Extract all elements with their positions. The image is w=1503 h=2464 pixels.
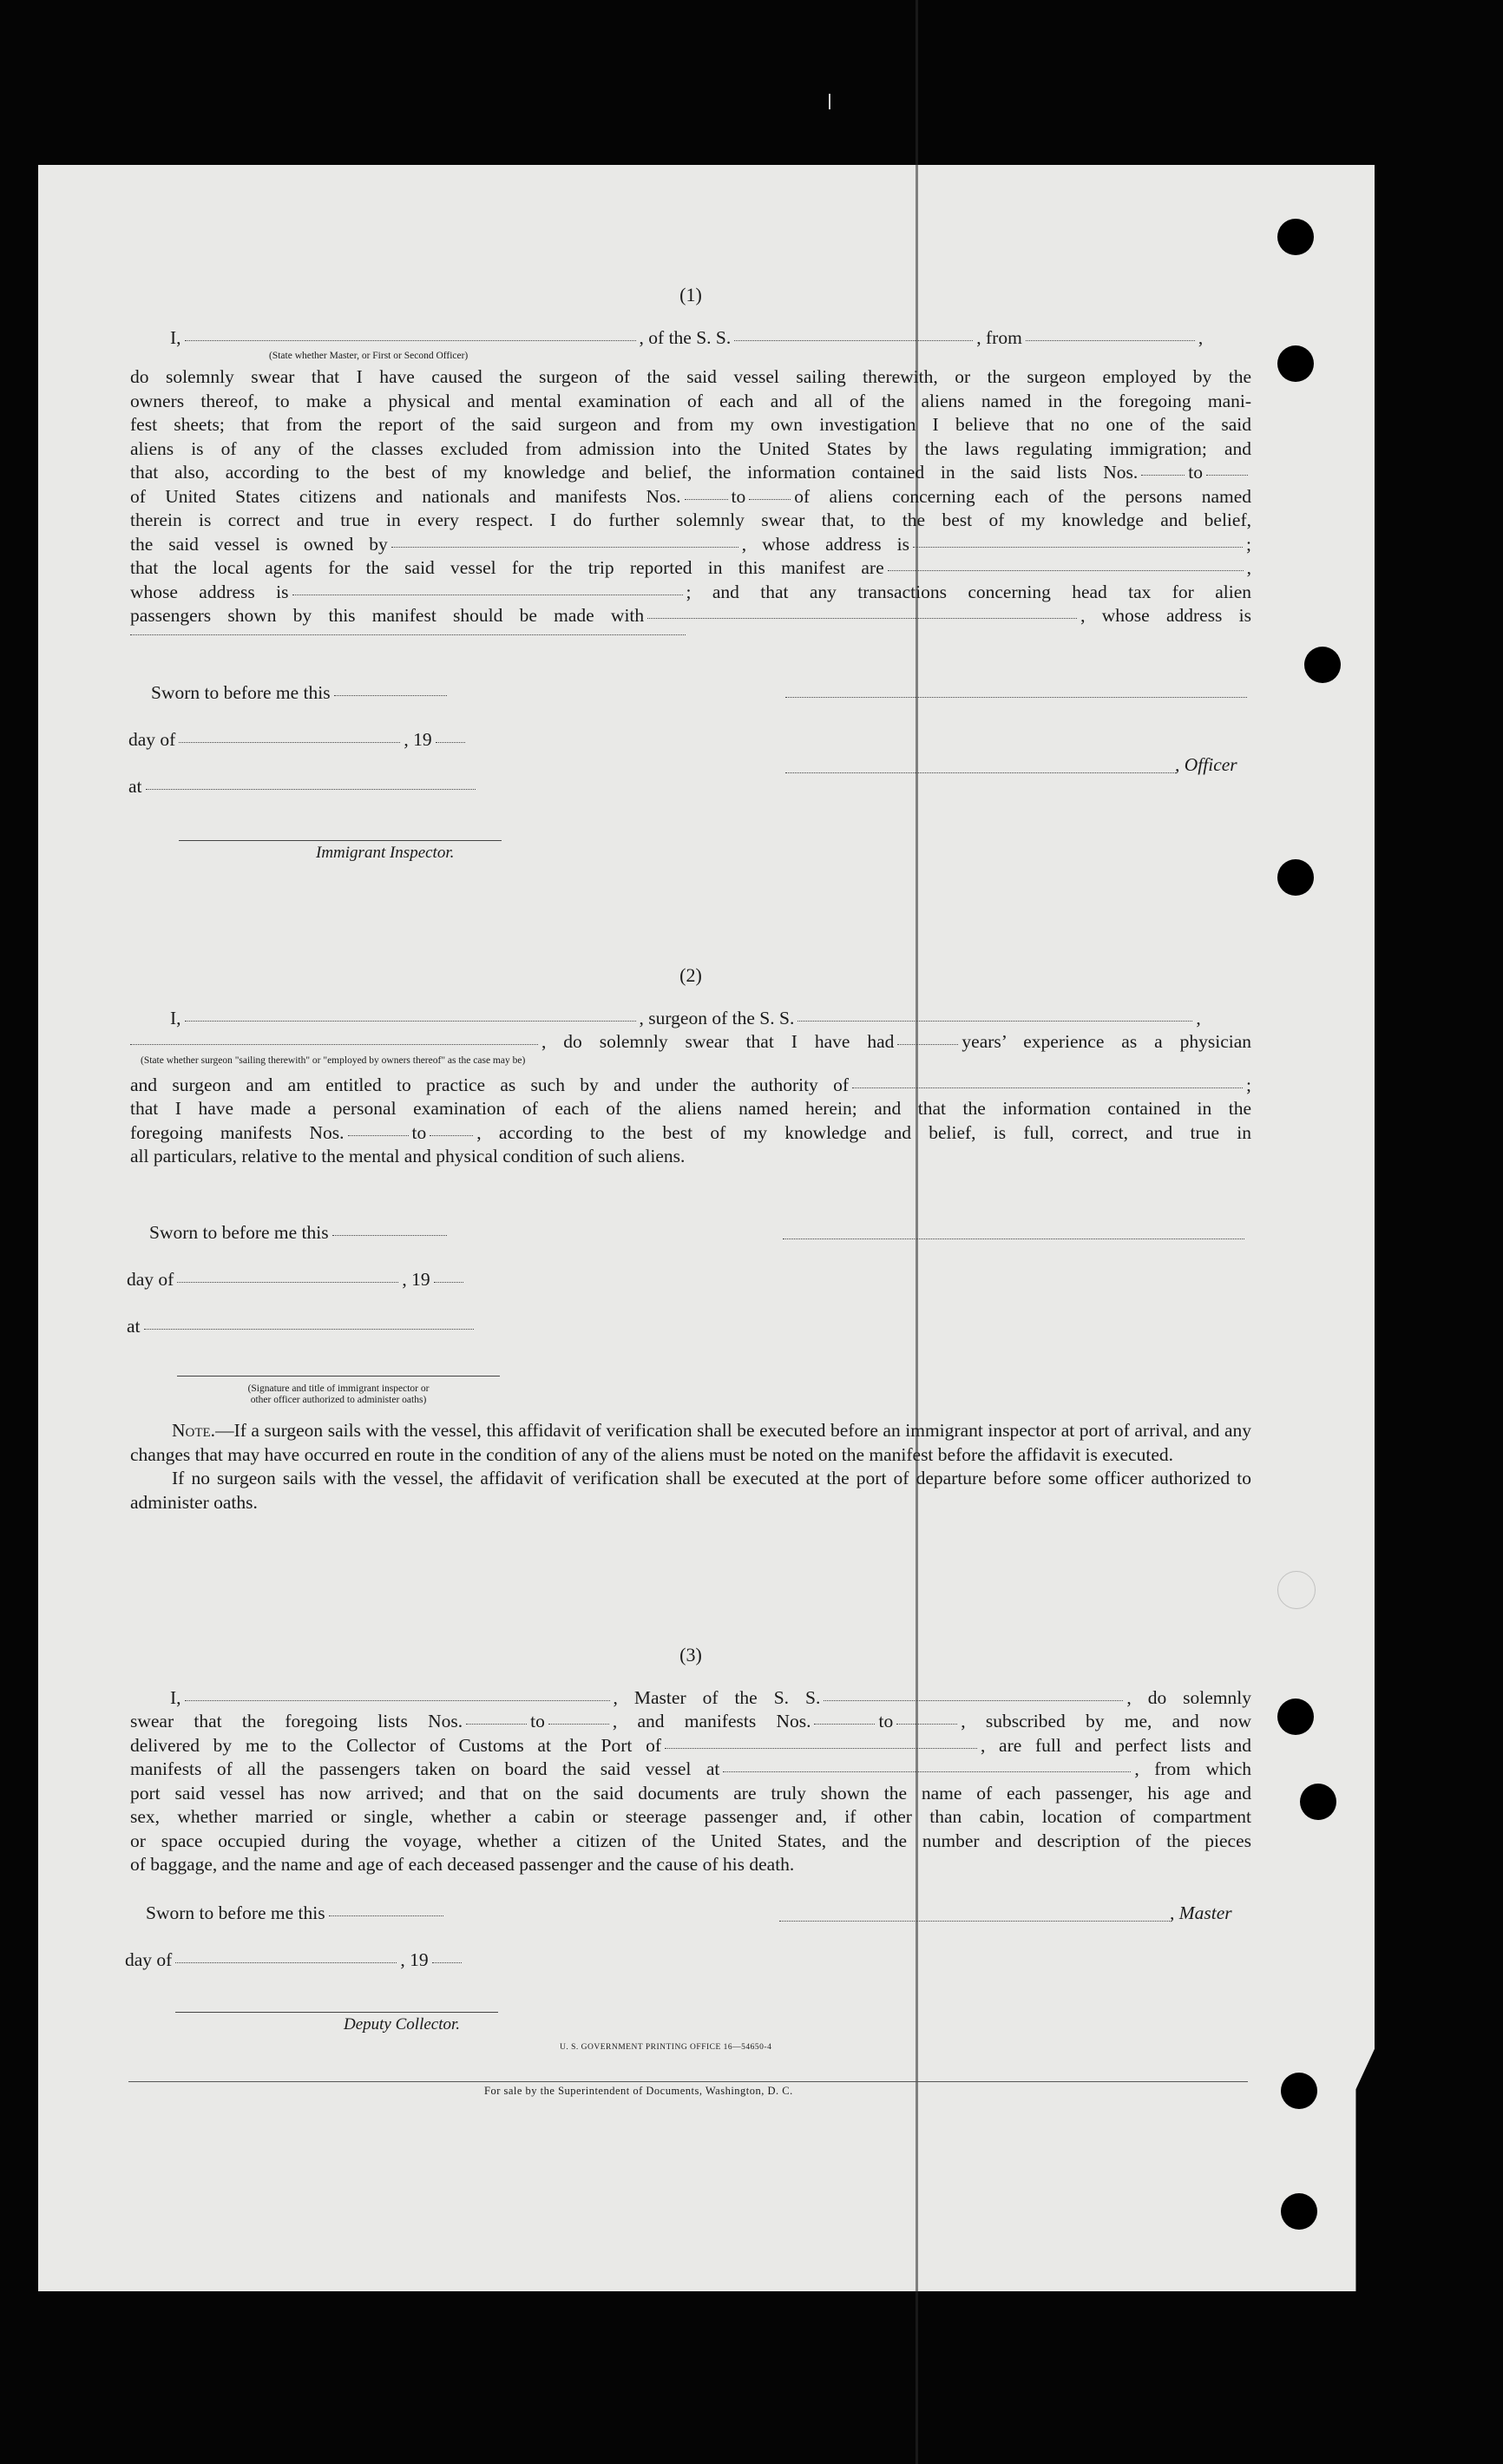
punch-hole [1304, 647, 1341, 683]
body-line: sex, whether married or single, whether a cabin or steerage passenger and, if other than cabin, location of compartment [130, 1806, 1251, 1827]
inspector-title: Immigrant Inspector. [316, 844, 455, 862]
year-field[interactable] [434, 1281, 463, 1283]
punch-hole [1277, 859, 1314, 896]
officer-rank-note: (State whether Master, or First or Second Officer) [269, 351, 469, 361]
agents-field[interactable] [888, 569, 1244, 571]
master-line: I, , Master of the S. S. , do solemnly [170, 1686, 1251, 1708]
port-field[interactable] [665, 1747, 977, 1749]
manifests-from-field[interactable] [685, 498, 728, 500]
vessel-name-field[interactable] [734, 339, 973, 341]
body-line: aliens is of any of the classes excluded from admission into the United States by the laws regulating immigration; and [130, 437, 1251, 459]
place-field[interactable] [146, 788, 476, 790]
officer-name-field[interactable] [185, 339, 636, 341]
lists-to-field[interactable] [548, 1723, 609, 1725]
gpo-imprint: U. S. GOVERNMENT PRINTING OFFICE 16—54650-4 [560, 2043, 772, 2052]
sworn-date-field[interactable] [329, 1915, 443, 1916]
lists-line: swear that the foregoing lists Nos. to , and manifests Nos. to , subscribed by me, and now [130, 1711, 1252, 1731]
place-field[interactable] [144, 1328, 474, 1330]
affidavit-collector-section [130, 1643, 1251, 1877]
owner-line: the said vessel is owned by , whose address is ; [130, 533, 1251, 555]
body-line: do solemnly swear that I have caused the surgeon of the said vessel sailing therewith, or the surgeon employed by the [130, 366, 1251, 387]
years-field[interactable] [897, 1043, 958, 1045]
day-line: day of , 19 [128, 729, 469, 751]
vessel-name-field[interactable] [797, 1020, 1192, 1022]
officer-signature-line[interactable] [785, 772, 1176, 773]
lists-from-field[interactable] [466, 1723, 527, 1725]
note-paragraph: If no surgeon sails with the vessel, the affidavit of verification shall be executed at the port of departure before some officer authorized to administer oaths. [130, 1468, 1251, 1513]
manifests-to-field[interactable] [749, 498, 791, 500]
agents-address-field[interactable] [292, 594, 683, 595]
day-line: day of , 19 [127, 1269, 467, 1291]
surgeon-name-field[interactable] [185, 1020, 636, 1022]
master-name-field[interactable] [185, 1699, 610, 1701]
note-block [130, 1419, 1251, 1515]
punch-hole-faint [1277, 1571, 1316, 1609]
headtax-address-field[interactable] [130, 634, 686, 635]
year-field[interactable] [436, 741, 465, 743]
day-line: day of , 19 [125, 1949, 465, 1971]
punch-hole [1281, 2073, 1317, 2109]
punch-hole [1277, 1699, 1314, 1735]
sale-notice: For sale by the Superintendent of Documents, Washington, D. C. [484, 2085, 793, 2097]
inspector-signature-line[interactable] [179, 840, 502, 841]
body-line: all particulars, relative to the mental and physical condition of such aliens. [130, 1146, 686, 1166]
month-field[interactable] [179, 741, 400, 743]
note-paragraph: Note.—If a surgeon sails with the vessel, this affidavit of verification shall be executed before an immigrant inspector at port of arrival, and any changes that may have occurred en route in the condition of any of the aliens must be noted on the manifest before the affidavit is executed. [130, 1420, 1251, 1465]
officer-title: , Officer [1175, 754, 1237, 775]
agents-line: that the local agents for the said vessel for the trip reported in this manifest are , [130, 557, 1251, 578]
lists-line: that also, according to the best of my knowledge and belief, the information contained in the said lists Nos. to [130, 461, 1251, 485]
headtax-line: passengers shown by this manifest should be made with , whose address is [130, 605, 1252, 626]
manifests-from-field[interactable] [348, 1134, 409, 1136]
lists-from-field[interactable] [1141, 474, 1185, 476]
master-title: , Master [1170, 1902, 1232, 1923]
headtax-party-field[interactable] [647, 617, 1077, 619]
manifests-line: of United States citizens and nationals and manifests Nos. to of aliens concerning each of the persons named [130, 485, 1251, 507]
master-line: I, , of the S. S. , from , [170, 326, 1204, 348]
surgeon-line: I, , surgeon of the S. S. , [170, 1007, 1201, 1028]
sworn-line: Sworn to before me this [151, 682, 450, 704]
master-signature-line[interactable] [779, 1921, 1170, 1922]
at-line: at [127, 1316, 477, 1337]
experience-line: , do solemnly swear that I have had years’ experience as a physician [130, 1030, 1251, 1055]
body-line: fest sheets; that from the report of the said surgeon and from my own investigation I believe that no one of the said [130, 414, 1251, 435]
owner-address-field[interactable] [913, 546, 1243, 548]
body-line: owners thereof, to make a physical and mental examination of each and all of the aliens named in the foregoing mani- [130, 390, 1251, 411]
body-line: therein is correct and true in every respect. I do further solemnly swear that, to the best of my knowledge and belief, [130, 509, 1251, 530]
signature-caption: (Signature and title of immigrant inspector or other officer authorized to administer oaths) [247, 1383, 430, 1405]
section-number: (2) [679, 964, 702, 986]
body-line: or space occupied during the voyage, whether a citizen of the United States, and the number and description of the pieces [130, 1830, 1251, 1851]
section-number: (3) [679, 1644, 702, 1666]
embark-port-field[interactable] [723, 1771, 1131, 1772]
body-line: port said vessel has now arrived; and that on the said documents are truly shown the name of each passenger, his age and [130, 1782, 1251, 1804]
manifests-to-field[interactable] [896, 1723, 957, 1725]
sworn-line: Sworn to before me this [149, 1222, 450, 1244]
collector-title: Deputy Collector. [344, 2015, 461, 2034]
vessel-name-field[interactable] [824, 1699, 1123, 1701]
authority-line: and surgeon and am entitled to practice as such by and under the authority of ; [130, 1074, 1251, 1095]
surgeon-status-note: (State whether surgeon "sailing therewith" or "employed by owners thereof" as the case may be) [141, 1055, 526, 1066]
owner-field[interactable] [391, 546, 738, 548]
punch-hole [1281, 2193, 1317, 2230]
port-from-field[interactable] [1026, 339, 1195, 341]
year-field[interactable] [432, 1961, 462, 1963]
authority-field[interactable] [852, 1087, 1243, 1088]
body-line: that I have made a personal examination of each of the aliens named herein; and that the information contained in the [130, 1098, 1251, 1119]
month-field[interactable] [177, 1281, 398, 1283]
inspector-signature-line[interactable] [177, 1376, 500, 1377]
lists-to-field[interactable] [1206, 474, 1248, 476]
manifests-from-field[interactable] [814, 1723, 875, 1725]
film-mark [829, 94, 830, 109]
month-field[interactable] [175, 1961, 397, 1963]
surgeon-status-field[interactable] [130, 1043, 538, 1045]
manifests-to-field[interactable] [430, 1134, 473, 1136]
at-line: at [128, 776, 479, 798]
sworn-date-field[interactable] [332, 1234, 447, 1236]
deponent-signature-line[interactable] [785, 697, 1247, 698]
affidavit-surgeon-section [130, 963, 1251, 1169]
punch-hole [1277, 219, 1314, 255]
collector-signature-line[interactable] [175, 2012, 498, 2013]
sworn-date-field[interactable] [334, 694, 447, 696]
affidavit-master-section [130, 283, 1251, 635]
sworn-line: Sworn to before me this [146, 1902, 447, 1924]
section-number: (1) [679, 284, 702, 306]
body-line: of baggage, and the name and age of each deceased passenger and the cause of his death. [130, 1854, 795, 1875]
agents-address-line: whose address is ; and that any transactions concerning head tax for alien [130, 581, 1251, 602]
punch-hole [1277, 345, 1314, 382]
port-line: delivered by me to the Collector of Customs at the Port of , are full and perfect lists and [130, 1734, 1251, 1756]
embark-line: manifests of all the passengers taken on board the said vessel at , from which [130, 1758, 1251, 1779]
manifests-line: foregoing manifests Nos. to , according to the best of my knowledge and belief, is full, correct, and true in [130, 1121, 1251, 1143]
footer-rule [128, 2081, 1248, 2082]
punch-hole [1300, 1784, 1336, 1820]
